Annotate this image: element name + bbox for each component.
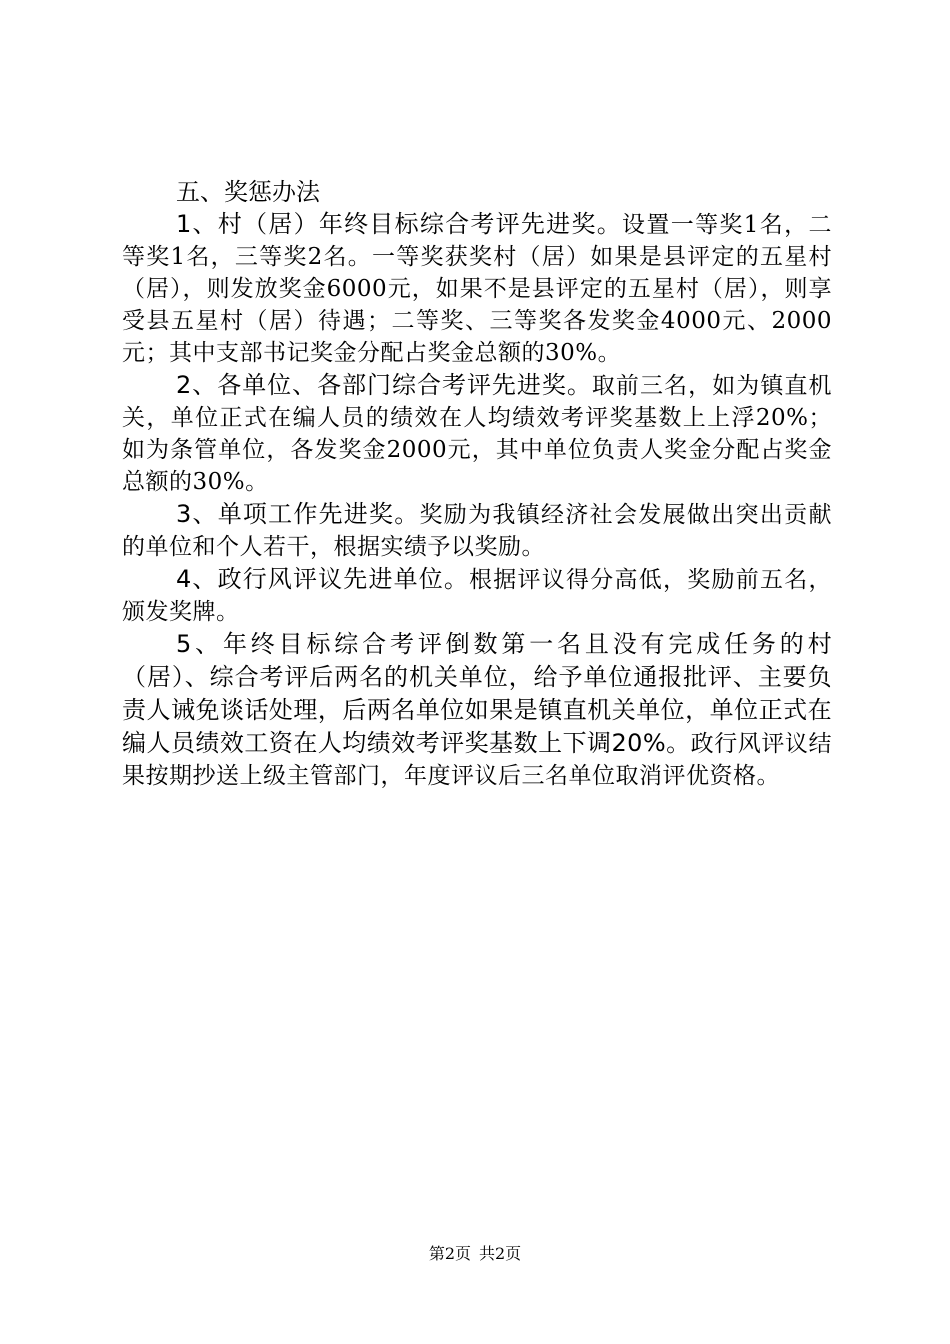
page-footer [0,1244,950,1264]
paragraph-2-lead: 2、各单位、各部门综合考评先进奖。 [176,371,592,399]
paragraph-2-body: 取前三名，如为镇直机关，单位正式在编人员的绩效在人均绩效考评奖基数上上浮20%；如为条管单位，各发奖金2000元，其中单位负责人奖金分配占奖金总额的30%。 [122,373,832,495]
paragraph-5-lead: 5、年终目标综合考评倒数第一名且没有完成任务的村（居）、综合考评后两名的机关单位，给予单位通报批评、主要负责人诫免谈话处理，后两名单位如果是镇直机关单位，单位正式在编人员绩效工资在人均绩效考评奖基数上下调20%。 [122,630,832,757]
paragraph-3-body: 奖励为我镇经济社会发展做出突出贡献的单位和个人若干，根据实绩予以奖励。 [122,502,832,560]
document-body [122,176,832,792]
paragraph-5 [122,628,832,792]
section-heading: 五、奖惩办法 [176,178,320,206]
paragraph-4-body: 根据评议得分高低，奖励前五名，颁发奖牌。 [122,567,833,625]
paragraph-3-lead: 3、单项工作先进奖。 [176,500,420,528]
paragraph-4 [122,563,832,628]
paragraph-1 [122,208,832,369]
paragraph-2 [122,369,832,498]
paragraph-4-lead: 4、政行风评议先进单位。 [176,565,470,593]
paragraph-5-body: 政行风评议结果按期抄送上级主管部门，年度评议后三名单位取消评优资格。 [122,731,833,789]
paragraph-1-body: 设置一等奖1名，二等奖1名，三等奖2名。一等奖获奖村（居）如果是县评定的五星村（居），则发放奖金6000元，如果不是县评定的五星村（居），则享受县五星村（居）待遇；二等奖、三等奖各发奖金4000元、2000元；其中支部书记奖金分配占奖金总额的30%。 [122,212,833,366]
page-total: 共2页 [479,1244,522,1263]
paragraph-3 [122,498,832,563]
paragraph-1-lead: 1、村（居）年终目标综合考评先进奖。 [176,210,622,238]
page-number: 第2页 [428,1244,471,1263]
